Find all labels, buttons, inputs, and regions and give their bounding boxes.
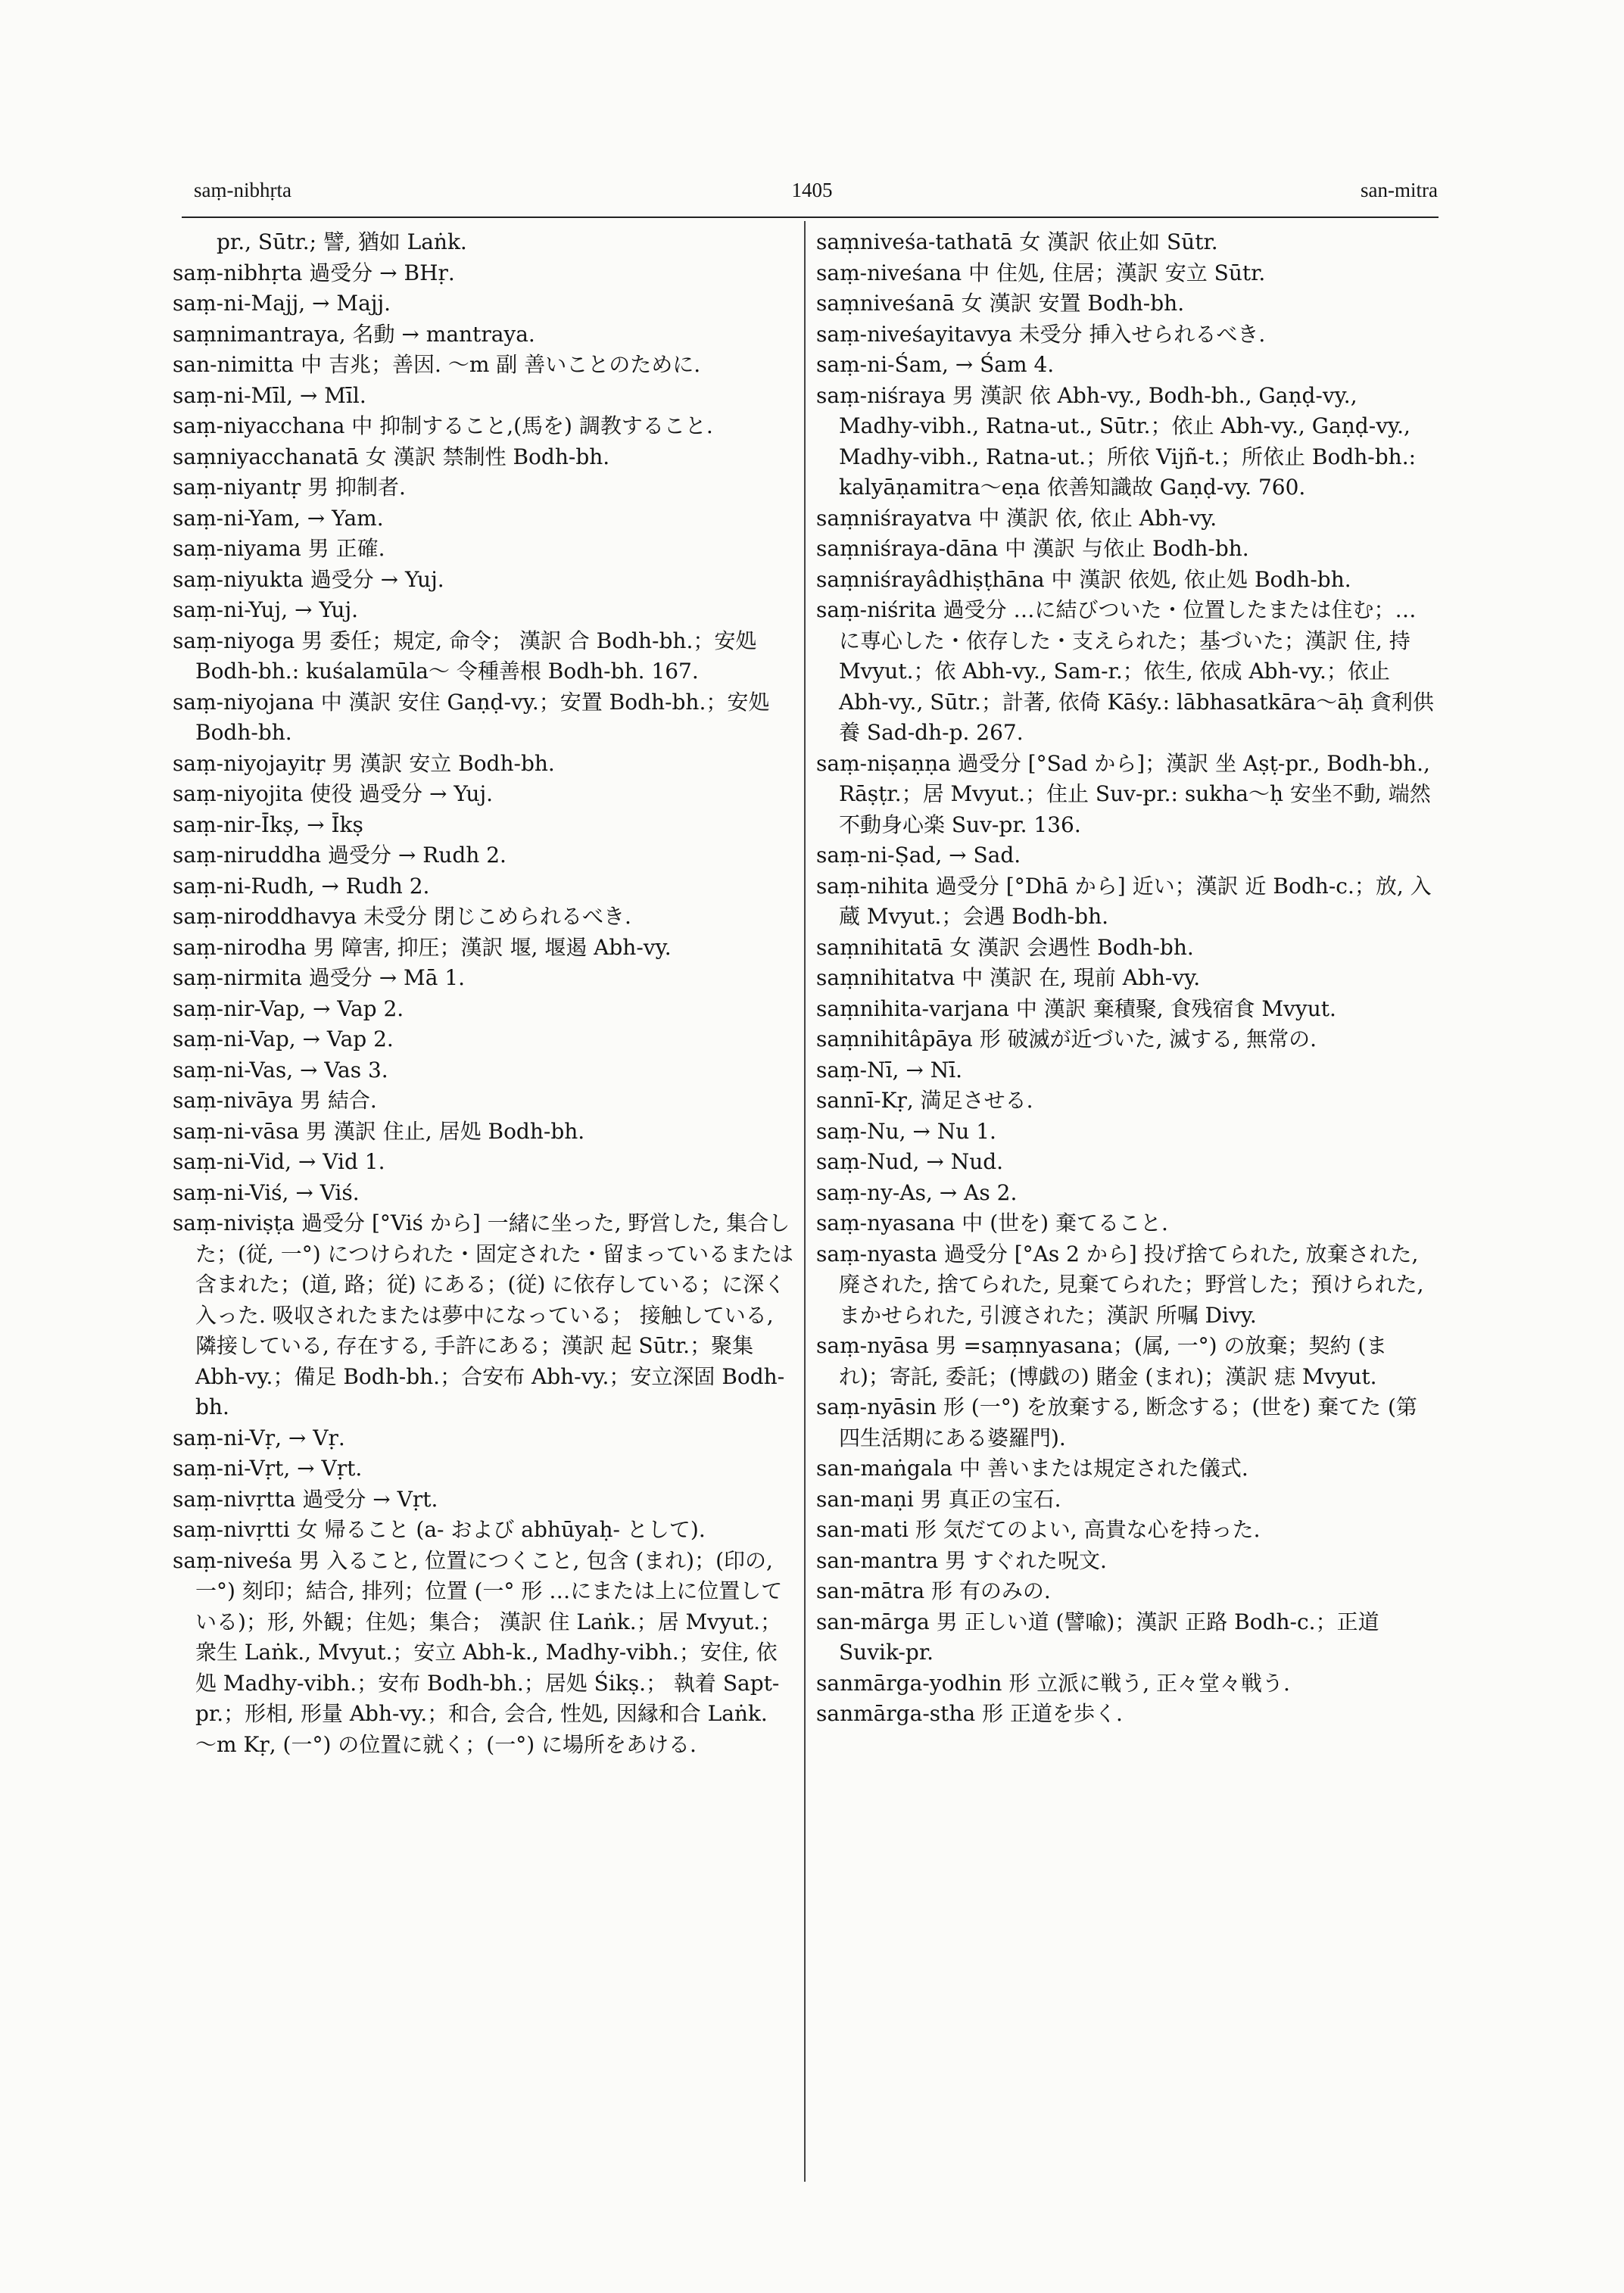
dictionary-entry: saṃ-niyojana 中 漢訳 安住 Gaṇḍ-vy.；安置 Bodh-bh.；安処 Bodh-bh. xyxy=(173,689,770,745)
dictionary-entry: saṃniśrayatva 中 漢訳 依, 依止 Abh-vy. xyxy=(816,505,1217,531)
dictionary-entry: saṃ-niyacchana 中 抑制すること,(馬を) 調教すること. xyxy=(173,413,713,438)
dictionary-entry: saṃniyacchanatā 女 漢訳 禁制性 Bodh-bh. xyxy=(173,444,610,469)
dictionary-entry: saṃ-niviṣṭa 過受分 [°Viś から] 一緒に坐った, 野営した, 集合した；(従, 一°) につけられた・固定された・留まっているまたは含まれた；(道, 路；従) にある；(従) に依存している；に深く入った. 吸収されたまたは夢中になっている； 接触している, 隣接している, 存在する, 手許にある；漢訳 起 Sūtr.；聚集 Abh-vy.；備足 Bodh-bh.；合安布 Abh-vy.；安立深固 Bodh-bh. xyxy=(173,1210,793,1419)
dictionary-entry: saṃ-ni-vāsa 男 漢訳 住止, 居処 Bodh-bh. xyxy=(173,1118,585,1144)
dictionary-entry: saṃ-niruddha 過受分 → Rudh 2. xyxy=(173,843,507,868)
dictionary-entry: saṃ-niyojita 使役 過受分 → Yuj. xyxy=(173,781,494,806)
dictionary-entry: san-mātra 形 有のみの. xyxy=(816,1578,1051,1603)
dictionary-entry: saṃ-niroddhavya 未受分 閉じこめられるべき. xyxy=(173,904,631,929)
dictionary-entry: saṃniśrayâdhiṣṭhāna 中 漢訳 依処, 依止処 Bodh-bh. xyxy=(816,566,1351,592)
dictionary-entry: saṃ-nivāya 男 結合. xyxy=(173,1088,377,1113)
dictionary-entry: saṃ-ni-Śam, → Śam 4. xyxy=(816,352,1055,377)
dictionary-entry: saṃ-niśraya 男 漢訳 依 Abh-vy., Bodh-bh., Gaṇḍ-vy., Madhy-vibh., Ratna-ut., Sūtr.；依止 Abh-vy., Gaṇḍ-vy., Madhy-vibh., Ratna-ut.；所依 Vijñ-t.；所依止 Bodh-bh.: kalyāṇamitra～eṇa 依善知識故 Gaṇḍ-vy. 760. xyxy=(816,382,1417,500)
dictionary-entry: saṃ-ni-Vṛ, → Vṛ. xyxy=(173,1425,345,1450)
dictionary-entry: saṃ-ni-Mīl, → Mīl. xyxy=(173,382,366,408)
dictionary-entry: saṃ-nyāsin 形 (一°) を放棄する, 断念する；(世を) 棄てた (第四生活期にある婆羅門). xyxy=(816,1394,1417,1450)
dictionary-entry: saṃnihita-varjana 中 漢訳 棄積聚, 食残宿食 Mvyut. xyxy=(816,995,1336,1021)
dictionary-entry: saṃ-ni-Yuj, → Yuj. xyxy=(173,597,359,622)
dictionary-entry: san-nimitta 中 吉兆；善因. ～m 副 善いことのために. xyxy=(173,352,701,377)
dictionary-entry: saṃ-ni-Vap, → Vap 2. xyxy=(173,1027,394,1051)
dictionary-entry: san-mārga 男 正しい道 (譬喩)；漢訳 正路 Bodh-c.；正道 Suvik-pr. xyxy=(816,1609,1379,1665)
dictionary-entry: saṃ-nihita 過受分 [°Dhā から] 近い；漢訳 近 Bodh-c.；放, 入蔵 Mvyut.；会遇 Bodh-bh. xyxy=(816,873,1432,929)
dictionary-entry: saṃ-niṣaṇṇa 過受分 [°Sad から]；漢訳 坐 Aṣṭ-pr., Bodh-bh., Rāṣṭr.；居 Mvyut.；住止 Suv-pr.: sukha～ḥ 安坐不動, 端然不動身心楽 Suv-pr. 136. xyxy=(816,750,1431,837)
dictionary-entry: saṃ-Nī, → Nī. xyxy=(816,1057,963,1083)
dictionary-entry: saṃniśraya-dāna 中 漢訳 与依止 Bodh-bh. xyxy=(816,536,1249,561)
dictionary-entry: saṃ-nivṛtta 過受分 → Vṛt. xyxy=(173,1486,438,1512)
dictionary-entry: saṃ-nyasana 中 (世を) 棄てること. xyxy=(816,1210,1168,1235)
header-rule xyxy=(182,217,1439,218)
dictionary-entry: sanmārga-yodhin 形 立派に戦う, 正々堂々戦う. xyxy=(816,1670,1290,1696)
dictionary-entry: saṃ-ni-Vas, → Vas 3. xyxy=(173,1057,388,1083)
dictionary-entry: saṃnimantraya, 名動 → mantraya. xyxy=(173,321,535,347)
dictionary-entry: saṃ-niyoga 男 委任；規定, 命令； 漢訳 合 Bodh-bh.；安処 Bodh-bh.: kuśalamūla～ 令種善根 Bodh-bh. 167. xyxy=(173,628,757,684)
dictionary-entry: saṃ-nibhṛta 過受分 → BHṛ. xyxy=(173,260,455,285)
dictionary-entry: san-maṅgala 中 善いまたは規定された儀式. xyxy=(816,1456,1248,1481)
dictionary-entry: saṃ-ni-Vṛt, → Vṛt. xyxy=(173,1456,363,1481)
dictionary-entry: saṃ-niyojayitṛ 男 漢訳 安立 Bodh-bh. xyxy=(173,750,555,776)
dictionary-entry: saṃniveśa-tathatā 女 漢訳 依止如 Sūtr. xyxy=(816,229,1218,254)
dictionary-entry: pr., Sūtr.; 譬, 猶如 Laṅk. xyxy=(217,229,467,254)
dictionary-entry: san-mati 形 気だてのよい, 高貴な心を持った. xyxy=(816,1517,1261,1542)
dictionary-entry: saṃ-niveśa 男 入ること, 位置につくこと, 包含 (まれ)；(印の, 一°) 刻印；結合, 排列；位置 (一° 形 …にまたは上に位置している)；形, 外観；住処；集合； 漢訳 住 Laṅk.；居 Mvyut.； 衆生 Laṅk., Mvyut.；安立 Abh-k., Madhy-vibh.；安住, 依処 Madhy-vibh.；安布 Bodh-bh.；居処 Śikṣ.； 執着 Sapt-pr.；形相, 形量 Abh-vy.；和合, 会合, 性処, 因縁和合 Laṅk. ～m Kṛ, (一°) の位置に就く；(一°) に場所をあける. xyxy=(173,1547,783,1757)
dictionary-entry: saṃ-niyama 男 正確. xyxy=(173,536,385,561)
dictionary-entry: saṃ-nyāsa 男 =saṃnyasana；(属, 一°) の放棄；契約 (まれ)；寄託, 委託；(博戯の) 賭金 (まれ)；漢訳 痣 Mvyut. xyxy=(816,1333,1388,1389)
dictionary-entry: saṃ-ni-Yam, → Yam. xyxy=(173,505,384,531)
dictionary-entry: saṃ-niyukta 過受分 → Yuj. xyxy=(173,566,444,592)
dictionary-entry: saṃ-niveśana 中 住処, 住居；漢訳 安立 Sūtr. xyxy=(816,260,1266,285)
left-column xyxy=(173,227,793,1760)
dictionary-entry: saṃ-ni-Vid, → Vid 1. xyxy=(173,1149,385,1174)
dictionary-entry: saṃniveśanā 女 漢訳 安置 Bodh-bh. xyxy=(816,291,1185,316)
dictionary-entry: saṃ-Nud, → Nud. xyxy=(816,1149,1004,1174)
left-running-head: saṃ-nibhṛta xyxy=(194,179,291,201)
dictionary-entry: sannī-Kṛ, 満足させる. xyxy=(816,1088,1033,1113)
dictionary-entry: saṃ-ni-Ṣad, → Sad. xyxy=(816,843,1021,868)
dictionary-entry: saṃ-ni-Rudh, → Rudh 2. xyxy=(173,873,430,899)
dictionary-entry: saṃnihitatva 中 漢訳 在, 現前 Abh-vy. xyxy=(816,965,1201,990)
dictionary-entry: san-maṇi 男 真正の宝石. xyxy=(816,1486,1061,1512)
dictionary-entry: saṃ-niyantṛ 男 抑制者. xyxy=(173,475,406,500)
dictionary-entry: saṃ-Nu, → Nu 1. xyxy=(816,1118,996,1144)
dictionary-entry: saṃ-nir-Vap, → Vap 2. xyxy=(173,995,404,1021)
dictionary-entry: saṃ-niśrita 過受分 …に結びついた・位置したまたは住む；…に専心した・依存した・支えられた；基づいた；漢訳 住, 持 Mvyut.；依 Abh-vy., Sam-r.；依生, 依成 Abh-vy.；依止 Abh-vy., Sūtr.；計著, 依倚 Kāśy.: lābhasatkāra～āḥ 貪利供養 Sad-dh-p. 267. xyxy=(816,597,1434,745)
dictionary-entry: sanmārga-stha 形 正道を歩く. xyxy=(816,1701,1123,1726)
dictionary-entry: saṃ-nirodha 男 障害, 抑圧；漢訳 堰, 堰遏 Abh-vy. xyxy=(173,934,672,960)
right-column xyxy=(816,227,1437,1730)
dictionary-entry: san-mantra 男 すぐれた呪文. xyxy=(816,1547,1107,1573)
dictionary-entry: saṃ-ni-Majj, → Majj. xyxy=(173,291,391,316)
dictionary-entry: saṃnihitâpāya 形 破滅が近づいた, 滅する, 無常の. xyxy=(816,1027,1317,1051)
right-running-head: san-mitra xyxy=(1361,179,1438,201)
dictionary-entry: saṃ-nirmita 過受分 → Mā 1. xyxy=(173,965,466,990)
dictionary-entry: saṃ-nyasta 過受分 [°As 2 から] 投げ捨てられた, 放棄された, 廃された, 捨てられた, 見棄てられた；野営した；預けられた, まかせられた, 引渡された；漢訳 所嘱 Divy. xyxy=(816,1241,1424,1328)
column-divider xyxy=(804,221,806,2182)
dictionary-entry: saṃ-nir-Īkṣ, → Īkṣ xyxy=(173,812,363,837)
page-number: 1405 xyxy=(791,179,833,201)
dictionary-entry: saṃnihitatā 女 漢訳 会遇性 Bodh-bh. xyxy=(816,934,1194,960)
dictionary-entry: saṃ-ny-As, → As 2. xyxy=(816,1179,1018,1205)
dictionary-entry: saṃ-niveśayitavya 未受分 挿入せられるべき. xyxy=(816,321,1266,347)
dictionary-entry: saṃ-nivṛtti 女 帰ること (a- および abhūyaḥ- として). xyxy=(173,1517,706,1542)
dictionary-entry: saṃ-ni-Viś, → Viś. xyxy=(173,1179,360,1205)
